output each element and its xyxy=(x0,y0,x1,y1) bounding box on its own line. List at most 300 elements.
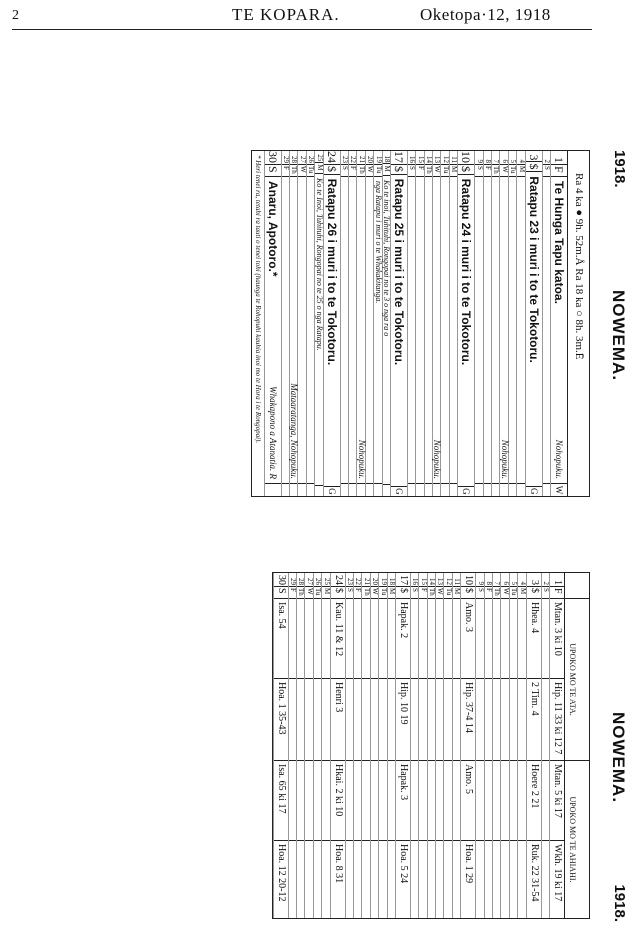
liturgical-colour: G xyxy=(458,486,474,496)
day-number: 28 xyxy=(290,151,297,165)
day-number: 14 xyxy=(425,151,432,165)
weekday: S xyxy=(411,587,418,599)
liturgical-colour xyxy=(543,483,550,496)
calendar-row xyxy=(289,151,300,496)
calendar-row xyxy=(407,151,415,496)
evening-lesson-1 xyxy=(501,761,508,841)
liturgical-colour xyxy=(341,483,348,496)
weekday: Th xyxy=(357,165,364,177)
day-observance: Ratapu 23 i muri i to te Tokotoru. xyxy=(526,176,541,363)
morning-lesson-1 xyxy=(453,599,460,679)
day-number: 1 xyxy=(550,573,564,587)
day-number: 24 xyxy=(332,575,344,585)
calendar-row xyxy=(491,151,499,496)
weekday: F xyxy=(484,165,491,177)
weekday: S xyxy=(346,587,353,599)
weekday: F xyxy=(416,165,423,177)
evening-lesson-2 xyxy=(444,841,451,918)
day-note xyxy=(458,365,474,485)
day-number: 2 xyxy=(542,573,549,587)
morning-lesson-1 xyxy=(305,599,312,679)
lectionary-row xyxy=(526,573,541,918)
evening-lesson-1 xyxy=(436,761,443,841)
weekday: Th xyxy=(290,165,297,177)
evening-lesson-1 xyxy=(453,761,460,841)
lectionary-row xyxy=(418,573,426,918)
weekday: S xyxy=(476,587,483,599)
day-observance xyxy=(475,177,482,329)
evening-lesson-2 xyxy=(297,841,304,918)
morning-lesson-2 xyxy=(297,679,304,761)
day-observance: Anaru, Apotoro.* xyxy=(265,181,280,277)
day-note xyxy=(366,329,373,483)
day-note xyxy=(307,329,314,483)
day-note xyxy=(484,329,491,483)
liturgical-colour xyxy=(509,483,516,496)
calendar-row xyxy=(449,151,457,496)
calendar-row xyxy=(382,151,390,496)
day-observance xyxy=(341,177,348,329)
day-observance xyxy=(366,177,373,329)
lectionary-row xyxy=(427,573,435,918)
weekday: S xyxy=(475,165,482,177)
weekday: Tu xyxy=(441,165,448,177)
weekday: M xyxy=(453,587,460,599)
day-number: 7 xyxy=(493,573,500,587)
evening-lesson-2 xyxy=(411,841,418,918)
day-observance: Te Hunga Tapu katoa. xyxy=(552,181,566,304)
weekday: M xyxy=(518,587,525,599)
evening-lesson-2 xyxy=(354,841,361,918)
day-number: 30 xyxy=(275,575,287,585)
day-observance xyxy=(307,177,314,329)
evening-lesson-2 xyxy=(289,841,296,918)
weekday: F xyxy=(282,165,289,177)
lectionary-table xyxy=(15,572,628,922)
day-number: 16 xyxy=(411,573,418,587)
morning-lesson-1 xyxy=(297,599,304,679)
evening-lesson-1 xyxy=(419,761,426,841)
weekday: S xyxy=(543,165,550,177)
morning-lesson-1 xyxy=(428,599,435,679)
evening-lesson-2 xyxy=(453,841,460,918)
liturgical-colour: G xyxy=(526,486,542,496)
calendar-row xyxy=(424,151,432,496)
day-note: Whakapono a Atanatia. R xyxy=(267,386,278,479)
liturgical-colour: G xyxy=(324,486,340,496)
day-number: 18 xyxy=(388,573,395,587)
evening-lesson-2 xyxy=(419,841,426,918)
morning-lesson-2: 2 Tim. 4 xyxy=(527,679,541,761)
day-observance xyxy=(357,177,364,329)
lectionary-row xyxy=(353,573,361,918)
day-observance: Ko te inoi, Tuhituhi, Rongopai no te 3 o nga ra o xyxy=(381,180,391,337)
evening-lesson-1: Isa. 65 ki 17 xyxy=(274,761,288,841)
morning-lesson-1 xyxy=(518,599,525,679)
weekday: W xyxy=(433,165,440,177)
lectionary-row xyxy=(452,573,460,918)
weekday: F xyxy=(419,587,426,599)
morning-lesson-2 xyxy=(371,679,378,761)
evening-lesson-2: Hoa. 12 20-12 xyxy=(275,844,287,902)
weekday: Tu xyxy=(510,587,517,599)
morning-lesson-2 xyxy=(493,679,500,761)
lectionary-header xyxy=(564,573,589,918)
day-number: 20 xyxy=(366,151,373,165)
morning-lesson-2 xyxy=(362,679,369,761)
morning-lesson-2 xyxy=(444,679,451,761)
weekday: W xyxy=(436,587,443,599)
weekday: Th xyxy=(425,165,432,177)
day-number: 22 xyxy=(354,573,361,587)
calendar-year: 1918. xyxy=(611,150,628,188)
liturgical-colour xyxy=(383,484,390,496)
morning-lesson-1 xyxy=(362,599,369,679)
day-note xyxy=(391,365,407,485)
day-number: 22 xyxy=(349,151,356,165)
calendar-row xyxy=(264,151,281,496)
day-observance: Ratapu 26 i muri i to te Tokotoru. xyxy=(324,178,339,366)
morning-lesson-2 xyxy=(322,679,329,761)
lectionary-row xyxy=(273,573,288,918)
evening-lesson-2 xyxy=(362,841,369,918)
day-observance xyxy=(433,177,440,329)
morning-lesson-2 xyxy=(305,679,312,761)
evening-lesson-1 xyxy=(379,761,386,841)
weekday: Th xyxy=(362,587,369,599)
moon-phases: Ra 4 ka ● 9h. 52m.Å Ra 18 ka ○ 8h. 3m.Ē xyxy=(567,151,589,496)
morning-lesson-1 xyxy=(485,599,492,679)
morning-lesson-1: Hhea. 4 xyxy=(527,599,541,679)
calendar-row xyxy=(356,151,367,496)
day-observance: Ratapu 25 i muri i to te Tokotoru. xyxy=(391,178,406,366)
day-note xyxy=(383,336,390,483)
morning-lesson-1 xyxy=(371,599,378,679)
day-number: 1 xyxy=(551,151,567,165)
lectionary-row xyxy=(517,573,525,918)
morning-lesson-1 xyxy=(379,599,386,679)
calendar-row xyxy=(542,151,550,496)
evening-lesson-1 xyxy=(411,761,418,841)
weekday: F xyxy=(551,165,567,177)
day-number: 27 xyxy=(305,573,312,587)
day-note: Nohopuku. xyxy=(356,439,367,479)
weekday: Th xyxy=(428,587,435,599)
day-number: 13 xyxy=(436,573,443,587)
day-number: 29 xyxy=(282,151,289,165)
day-number: 4 xyxy=(517,151,524,165)
lectionary-row xyxy=(378,573,386,918)
evening-lesson-2: Hoa. 8 31 xyxy=(332,844,344,884)
lectionary-row xyxy=(345,573,353,918)
day-note xyxy=(509,329,516,483)
day-note xyxy=(282,329,289,483)
weekday: S xyxy=(341,165,348,177)
liturgical-colour xyxy=(315,485,322,496)
day-note xyxy=(374,329,381,483)
day-number: 15 xyxy=(419,573,426,587)
morning-lesson-2 xyxy=(354,679,361,761)
calendar-row xyxy=(323,151,340,496)
calendar-row xyxy=(516,151,524,496)
evening-lesson-2 xyxy=(314,841,321,918)
weekday: F xyxy=(485,587,492,599)
liturgical-colour xyxy=(425,483,432,496)
evening-lesson-1 xyxy=(444,761,451,841)
day-observance xyxy=(290,177,297,329)
evening-lesson-1 xyxy=(510,761,517,841)
day-note xyxy=(441,329,448,483)
evening-lesson-2 xyxy=(518,841,525,918)
lectionary-row xyxy=(321,573,329,918)
weekday: S xyxy=(408,165,415,177)
lectionary-row xyxy=(475,573,483,918)
day-observance xyxy=(349,177,356,329)
day-number: 19 xyxy=(379,573,386,587)
day-note xyxy=(475,329,482,483)
evening-lesson-2 xyxy=(322,841,329,918)
day-note: Nohopuku. xyxy=(554,439,564,479)
morning-lesson-2 xyxy=(314,679,321,761)
calendar-table xyxy=(15,150,628,500)
morning-lesson-2 xyxy=(346,679,353,761)
day-note xyxy=(341,329,348,483)
calendar-row xyxy=(525,151,542,496)
calendar-box xyxy=(251,150,590,497)
evening-lesson-1 xyxy=(542,761,549,841)
weekday: $ xyxy=(331,587,345,599)
day-note xyxy=(543,329,550,483)
weekday: Tu xyxy=(509,165,516,177)
evening-lesson-2 xyxy=(493,841,500,918)
evening-lesson-1 xyxy=(485,761,492,841)
evening-lesson-1 xyxy=(476,761,483,841)
weekday: W xyxy=(298,165,305,177)
liturgical-colour xyxy=(282,483,289,496)
day-number: 8 xyxy=(485,573,492,587)
day-observance xyxy=(441,177,448,329)
day-number: 29 xyxy=(289,573,296,587)
morning-lesson-2 xyxy=(411,679,418,761)
evening-lesson-1 xyxy=(362,761,369,841)
morning-lesson-2 xyxy=(485,679,492,761)
lectionary-row xyxy=(549,573,564,918)
day-number: 27 xyxy=(298,151,305,165)
day-observance xyxy=(484,177,491,329)
morning-lesson-1 xyxy=(510,599,517,679)
lectionary-row xyxy=(500,573,508,918)
calendar-row xyxy=(474,151,482,496)
day-number: 20 xyxy=(371,573,378,587)
evening-lesson-1 xyxy=(314,761,321,841)
liturgical-colour xyxy=(492,483,499,496)
weekday: Th xyxy=(297,587,304,599)
evening-lesson-2 xyxy=(388,841,395,918)
weekday: $ xyxy=(396,587,410,599)
weekday: M xyxy=(383,164,390,176)
day-note xyxy=(298,329,305,483)
morning-lesson-2 xyxy=(379,679,386,761)
day-observance xyxy=(298,177,305,329)
day-note xyxy=(416,329,423,483)
evening-lesson-1 xyxy=(428,761,435,841)
morning-lesson-2: Hoa. 1 35-43 xyxy=(274,679,288,761)
morning-lesson-2: Hip. 10 19 xyxy=(396,679,410,761)
morning-lesson-1: Mtan. 3 ki 10 xyxy=(550,599,564,679)
morning-lesson-1: Amo. 3 xyxy=(461,599,475,679)
weekday: $ xyxy=(526,162,542,172)
morning-lesson-2 xyxy=(542,679,549,761)
day-note xyxy=(492,329,499,483)
lectionary-row xyxy=(296,573,304,918)
evening-lesson-2 xyxy=(428,841,435,918)
morning-lesson-2 xyxy=(518,679,525,761)
morning-lesson-2 xyxy=(419,679,426,761)
evening-lesson-1 xyxy=(371,761,378,841)
lectionary-row xyxy=(361,573,369,918)
liturgical-colour xyxy=(357,483,364,496)
day-number: 11 xyxy=(450,151,457,165)
day-number: 4 xyxy=(518,573,525,587)
weekday: F xyxy=(349,165,356,177)
day-observance xyxy=(517,177,524,329)
weekday: M xyxy=(322,587,329,599)
day-observance: Ratapu 24 i muri i to te Tokotoru. xyxy=(459,178,474,366)
evening-lesson-1: Hoere 2 21 xyxy=(527,761,541,841)
weekday: M xyxy=(388,587,395,599)
day-note: Nohopuku. xyxy=(499,439,510,479)
day-observance: nga Ratapu i muri o te Whakakitanga. xyxy=(373,181,383,304)
day-number: 17 xyxy=(397,575,409,585)
liturgical-colour xyxy=(366,483,373,496)
day-number: 24 xyxy=(324,151,339,163)
lectionary-row xyxy=(304,573,312,918)
evening-lesson-2: Ruk. 22 31-54 xyxy=(528,844,540,902)
evening-lesson-2 xyxy=(476,841,483,918)
lectionary-row xyxy=(330,573,345,918)
calendar-row xyxy=(314,151,322,496)
morning-lesson-2 xyxy=(428,679,435,761)
day-observance xyxy=(416,177,423,329)
day-number: 3 xyxy=(526,151,542,162)
evening-lesson-1 xyxy=(388,761,395,841)
day-number: 6 xyxy=(501,573,508,587)
morning-lesson-2 xyxy=(501,679,508,761)
morning-lesson-2: Henri 3 xyxy=(331,679,345,761)
lectionary-row xyxy=(460,573,475,918)
day-number: 11 xyxy=(453,573,460,587)
day-number: 10 xyxy=(459,151,474,163)
day-number: 12 xyxy=(441,151,448,165)
day-number: 7 xyxy=(492,151,499,165)
morning-lesson-1 xyxy=(419,599,426,679)
evening-lesson-2 xyxy=(371,841,378,918)
morning-lesson-2 xyxy=(436,679,443,761)
day-note xyxy=(526,363,542,486)
issue-date: Oketopa·12, 1918 xyxy=(420,5,551,24)
weekday: W xyxy=(371,587,378,599)
calendar-row xyxy=(432,151,443,496)
day-number: 15 xyxy=(416,151,423,165)
lectionary-row xyxy=(288,573,296,918)
liturgical-colour xyxy=(441,483,448,496)
calendar-month: NOWEMA. xyxy=(609,290,628,382)
evening-lesson-1: Hkai. 2 ki 10 xyxy=(331,761,345,841)
newspaper-title: TE KOPARA. xyxy=(232,5,340,24)
weekday: W xyxy=(501,587,508,599)
lectionary-row xyxy=(443,573,451,918)
day-observance xyxy=(408,177,415,329)
day-number: 23 xyxy=(341,151,348,165)
evening-lesson-1 xyxy=(493,761,500,841)
weekday: $ xyxy=(461,587,475,599)
lectionary-row xyxy=(541,573,549,918)
lectionary-row xyxy=(313,573,321,918)
liturgical-colour xyxy=(450,483,457,496)
day-note: Nohopuku. xyxy=(432,439,443,479)
weekday: W xyxy=(366,165,373,177)
lectionary-row xyxy=(435,573,443,918)
morning-lesson-1: Isa. 54 xyxy=(274,599,288,679)
liturgical-colour xyxy=(500,483,507,496)
lectionary-row xyxy=(509,573,517,918)
liturgical-colour xyxy=(416,483,423,496)
day-number: 25 xyxy=(322,573,329,587)
calendar-row xyxy=(499,151,510,496)
morning-lesson-1 xyxy=(289,599,296,679)
day-number: 2 xyxy=(543,151,550,165)
morning-lesson-1: Kau. 11 & 12 xyxy=(331,599,345,679)
weekday: $ xyxy=(324,165,340,175)
day-number: 8 xyxy=(484,151,491,165)
day-observance: Ko te Inoi, Tuhituhi, Rongopai no te 25 o nga Ratapu. xyxy=(314,178,324,351)
evening-lesson-1 xyxy=(305,761,312,841)
weekday: F xyxy=(550,587,564,599)
evening-lesson-1: Hapak. 3 xyxy=(396,761,410,841)
evening-lesson-1 xyxy=(346,761,353,841)
calendar-row xyxy=(483,151,491,496)
day-number: 21 xyxy=(357,151,364,165)
morning-lesson-2: Hip. 11 33 ki 12 7 xyxy=(550,679,564,761)
day-number: 21 xyxy=(362,573,369,587)
calendar-footnote: * Heri tenei ra, tetahi ra tauti o tenei tohi (haunga te Rohopuhi kauhia inoi mo te Hora i te Rongopai). xyxy=(253,155,262,444)
morning-lesson-1 xyxy=(542,599,549,679)
evening-lesson-2 xyxy=(379,841,386,918)
weekday: Th xyxy=(492,165,499,177)
day-number: 14 xyxy=(428,573,435,587)
day-number: 23 xyxy=(346,573,353,587)
weekday: Tu xyxy=(307,165,314,177)
weekday: S xyxy=(274,587,288,599)
calendar-row xyxy=(457,151,474,496)
liturgical-colour xyxy=(307,483,314,496)
evening-lesson-2: Wkh. 19 ki 17 xyxy=(552,844,563,902)
weekday: M xyxy=(315,163,322,174)
day-number: 19 xyxy=(374,151,381,165)
day-note: Mataaratanga, Nohopuku. xyxy=(289,383,300,479)
liturgical-colour: W xyxy=(551,483,567,496)
calendar-row xyxy=(373,151,381,496)
lectionary-row xyxy=(387,573,395,918)
morning-lesson-2 xyxy=(388,679,395,761)
liturgical-colour xyxy=(298,483,305,496)
day-observance xyxy=(509,177,516,329)
day-observance xyxy=(282,177,289,329)
day-note xyxy=(349,329,356,483)
morning-lesson-2: Hip. 37-4 14 xyxy=(461,679,475,761)
day-observance xyxy=(543,177,550,329)
calendar-row xyxy=(348,151,356,496)
